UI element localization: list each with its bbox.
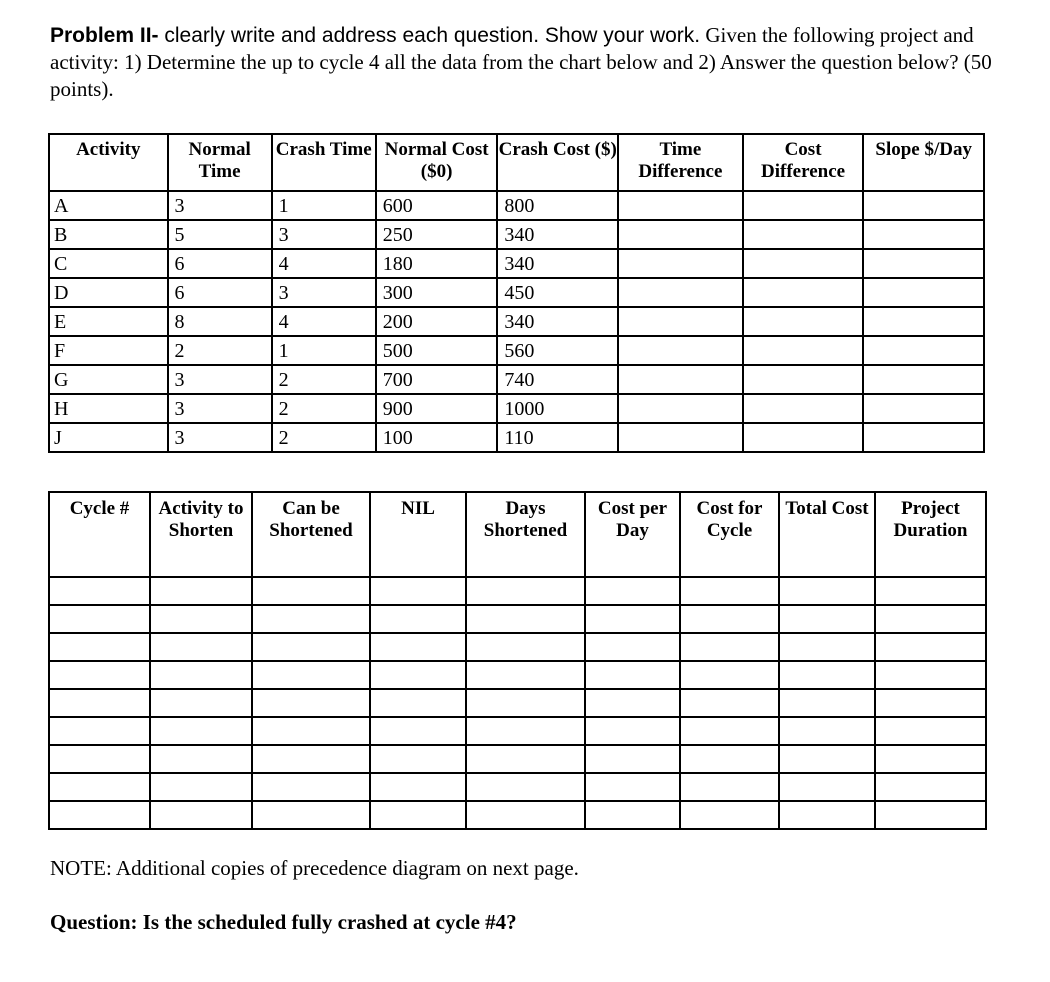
header-activity-to-shorten: Activity to Shorten (150, 492, 252, 577)
time-difference-cell (618, 336, 743, 365)
cycle-cell (779, 633, 875, 661)
cycle-cell (585, 745, 680, 773)
activity-cell: C (49, 249, 168, 278)
normal-time-cell: 3 (168, 423, 272, 452)
cycle-cell (680, 717, 779, 745)
cycle-cell (779, 801, 875, 829)
cycle-cell (585, 773, 680, 801)
header-cost-per-day: Cost per Day (585, 492, 680, 577)
crash-time-cell: 3 (272, 278, 376, 307)
cycle-cell (875, 801, 986, 829)
cycle-cell (49, 689, 150, 717)
cycle-row (49, 801, 986, 829)
problem-label: Problem II- (50, 24, 159, 47)
slope-cell (863, 191, 984, 220)
activity-row (49, 307, 984, 336)
cycle-cell (779, 773, 875, 801)
cycle-cell (370, 773, 466, 801)
cycle-cell (585, 605, 680, 633)
cycle-cell (252, 577, 370, 605)
header-normal-cost: Normal Cost ($0) (376, 134, 498, 191)
cycle-cell (49, 605, 150, 633)
cycle-row (49, 633, 986, 661)
cycle-cell (49, 661, 150, 689)
crash-time-cell: 1 (272, 336, 376, 365)
cycle-cell (779, 605, 875, 633)
cycle-cell (370, 577, 466, 605)
activity-row (49, 394, 984, 423)
cycle-cell (680, 577, 779, 605)
activity-data-table (48, 133, 985, 453)
time-difference-cell (618, 191, 743, 220)
cycle-cell (49, 633, 150, 661)
cycle-cell (252, 689, 370, 717)
normal-cost-cell: 900 (376, 394, 498, 423)
cycle-cell (875, 689, 986, 717)
activity-row (49, 278, 984, 307)
cycle-cell (466, 633, 585, 661)
header-crash-time: Crash Time (272, 134, 376, 191)
time-difference-cell (618, 307, 743, 336)
cycle-cell (252, 661, 370, 689)
crash-time-cell: 1 (272, 191, 376, 220)
cost-difference-cell (743, 278, 864, 307)
problem-instructions (50, 22, 1010, 103)
cycle-cell (49, 773, 150, 801)
activity-row (49, 220, 984, 249)
activity-row (49, 336, 984, 365)
cycle-cell (680, 689, 779, 717)
slope-cell (863, 278, 984, 307)
cycle-cell (49, 717, 150, 745)
normal-time-cell: 6 (168, 249, 272, 278)
crash-time-cell: 2 (272, 423, 376, 452)
cycle-cell (252, 633, 370, 661)
cycle-cell (585, 717, 680, 745)
activity-row (49, 365, 984, 394)
time-difference-cell (618, 249, 743, 278)
cycle-row (49, 745, 986, 773)
activity-row (49, 191, 984, 220)
activity-cell: F (49, 336, 168, 365)
cycle-cell (150, 661, 252, 689)
normal-cost-cell: 100 (376, 423, 498, 452)
cycle-cell (466, 689, 585, 717)
cycle-cell (370, 605, 466, 633)
normal-time-cell: 8 (168, 307, 272, 336)
header-project-duration: Project Duration (875, 492, 986, 577)
header-days-shortened: Days Shortened (466, 492, 585, 577)
cycle-cell (49, 577, 150, 605)
cycle-cell (466, 577, 585, 605)
cycle-cell (779, 689, 875, 717)
header-can-be-shortened: Can be Shortened (252, 492, 370, 577)
crash-cost-cell: 740 (497, 365, 618, 394)
header-crash-cost: Crash Cost ($) (497, 134, 618, 191)
header-activity: Activity (49, 134, 168, 191)
cycle-cell (370, 661, 466, 689)
cycle-cell (150, 717, 252, 745)
cycle-row (49, 605, 986, 633)
cycle-cell (150, 773, 252, 801)
cycle-cell (370, 717, 466, 745)
crash-time-cell: 4 (272, 307, 376, 336)
activity-cell: B (49, 220, 168, 249)
cycle-cell (875, 717, 986, 745)
header-cost-difference: Cost Difference (743, 134, 864, 191)
slope-cell (863, 365, 984, 394)
header-cost-for-cycle: Cost for Cycle (680, 492, 779, 577)
crash-cost-cell: 340 (497, 249, 618, 278)
cycle-cell (49, 801, 150, 829)
cycle-cell (466, 661, 585, 689)
cycle-cell (150, 633, 252, 661)
note-text: NOTE: Additional copies of precedence diagram on next page. (50, 856, 579, 880)
cycle-cell (680, 661, 779, 689)
normal-cost-cell: 200 (376, 307, 498, 336)
activity-cell: H (49, 394, 168, 423)
cycle-cell (779, 661, 875, 689)
normal-time-cell: 5 (168, 220, 272, 249)
slope-cell (863, 336, 984, 365)
normal-cost-cell: 500 (376, 336, 498, 365)
crash-cost-cell: 340 (497, 220, 618, 249)
cost-difference-cell (743, 307, 864, 336)
cost-difference-cell (743, 336, 864, 365)
cycle-cell (150, 689, 252, 717)
crash-cost-cell: 340 (497, 307, 618, 336)
crash-time-cell: 3 (272, 220, 376, 249)
cycle-cell (680, 633, 779, 661)
cycle-cell (370, 801, 466, 829)
cycle-row (49, 773, 986, 801)
activity-row (49, 249, 984, 278)
cycle-cell (150, 801, 252, 829)
problem-instruction-text: clearly write and address each question. Show your work. (158, 24, 701, 47)
cycle-cell (779, 577, 875, 605)
crash-time-cell: 4 (272, 249, 376, 278)
cycle-cell (150, 577, 252, 605)
cycle-cell (875, 605, 986, 633)
slope-cell (863, 249, 984, 278)
cycle-cell (466, 773, 585, 801)
cycle-cell (875, 661, 986, 689)
cycle-cell (585, 801, 680, 829)
normal-time-cell: 2 (168, 336, 272, 365)
header-total-cost: Total Cost (779, 492, 875, 577)
cycle-cell (680, 773, 779, 801)
cycle-cell (49, 745, 150, 773)
cycle-cell (252, 773, 370, 801)
cycle-cell (252, 745, 370, 773)
slope-cell (863, 307, 984, 336)
cycle-cell (370, 633, 466, 661)
crash-cost-cell: 110 (497, 423, 618, 452)
problem-body-text: Given the following project and activity: 1) Determine the up to cycle 4 all the data from the chart below and 2) Answer the question below? (50 points). (50, 23, 992, 101)
cycle-cell (150, 745, 252, 773)
cycle-cell (585, 661, 680, 689)
cost-difference-cell (743, 365, 864, 394)
normal-time-cell: 3 (168, 191, 272, 220)
normal-cost-cell: 250 (376, 220, 498, 249)
activity-cell: J (49, 423, 168, 452)
cycle-cell (466, 605, 585, 633)
time-difference-cell (618, 278, 743, 307)
cycle-cell (466, 745, 585, 773)
normal-cost-cell: 180 (376, 249, 498, 278)
cycle-cell (779, 717, 875, 745)
cycle-table-header-row (49, 492, 986, 577)
cost-difference-cell (743, 191, 864, 220)
cycle-cell (585, 577, 680, 605)
cycle-row (49, 717, 986, 745)
crash-cycle-table (48, 491, 987, 830)
time-difference-cell (618, 423, 743, 452)
cycle-cell (252, 801, 370, 829)
header-cycle-number: Cycle # (49, 492, 150, 577)
activity-cell: G (49, 365, 168, 394)
cycle-cell (370, 689, 466, 717)
crash-cost-cell: 450 (497, 278, 618, 307)
cycle-cell (466, 801, 585, 829)
header-nil: NIL (370, 492, 466, 577)
cycle-cell (252, 717, 370, 745)
cycle-cell (680, 801, 779, 829)
cycle-cell (875, 773, 986, 801)
cost-difference-cell (743, 423, 864, 452)
time-difference-cell (618, 220, 743, 249)
cycle-cell (875, 745, 986, 773)
normal-time-cell: 3 (168, 365, 272, 394)
slope-cell (863, 423, 984, 452)
time-difference-cell (618, 394, 743, 423)
cycle-cell (252, 605, 370, 633)
header-time-difference: Time Difference (618, 134, 743, 191)
crash-time-cell: 2 (272, 365, 376, 394)
cycle-row (49, 577, 986, 605)
cost-difference-cell (743, 249, 864, 278)
cycle-cell (466, 717, 585, 745)
slope-cell (863, 394, 984, 423)
cycle-cell (680, 605, 779, 633)
cycle-cell (370, 745, 466, 773)
activity-cell: D (49, 278, 168, 307)
question-text: Question: Is the scheduled fully crashed at cycle #4? (50, 910, 517, 934)
normal-cost-cell: 600 (376, 191, 498, 220)
cycle-cell (680, 745, 779, 773)
crash-cost-cell: 800 (497, 191, 618, 220)
cycle-cell (875, 633, 986, 661)
header-slope: Slope $/Day (863, 134, 984, 191)
cycle-cell (779, 745, 875, 773)
slope-cell (863, 220, 984, 249)
normal-cost-cell: 700 (376, 365, 498, 394)
cycle-cell (150, 605, 252, 633)
crash-cost-cell: 1000 (497, 394, 618, 423)
cycle-row (49, 689, 986, 717)
cycle-cell (875, 577, 986, 605)
normal-time-cell: 3 (168, 394, 272, 423)
cost-difference-cell (743, 394, 864, 423)
crash-time-cell: 2 (272, 394, 376, 423)
cost-difference-cell (743, 220, 864, 249)
cycle-row (49, 661, 986, 689)
normal-cost-cell: 300 (376, 278, 498, 307)
cycle-cell (585, 633, 680, 661)
normal-time-cell: 6 (168, 278, 272, 307)
cycle-cell (585, 689, 680, 717)
activity-row (49, 423, 984, 452)
activity-table-header-row (49, 134, 984, 191)
time-difference-cell (618, 365, 743, 394)
crash-cost-cell: 560 (497, 336, 618, 365)
activity-cell: E (49, 307, 168, 336)
activity-cell: A (49, 191, 168, 220)
header-normal-time: Normal Time (168, 134, 272, 191)
